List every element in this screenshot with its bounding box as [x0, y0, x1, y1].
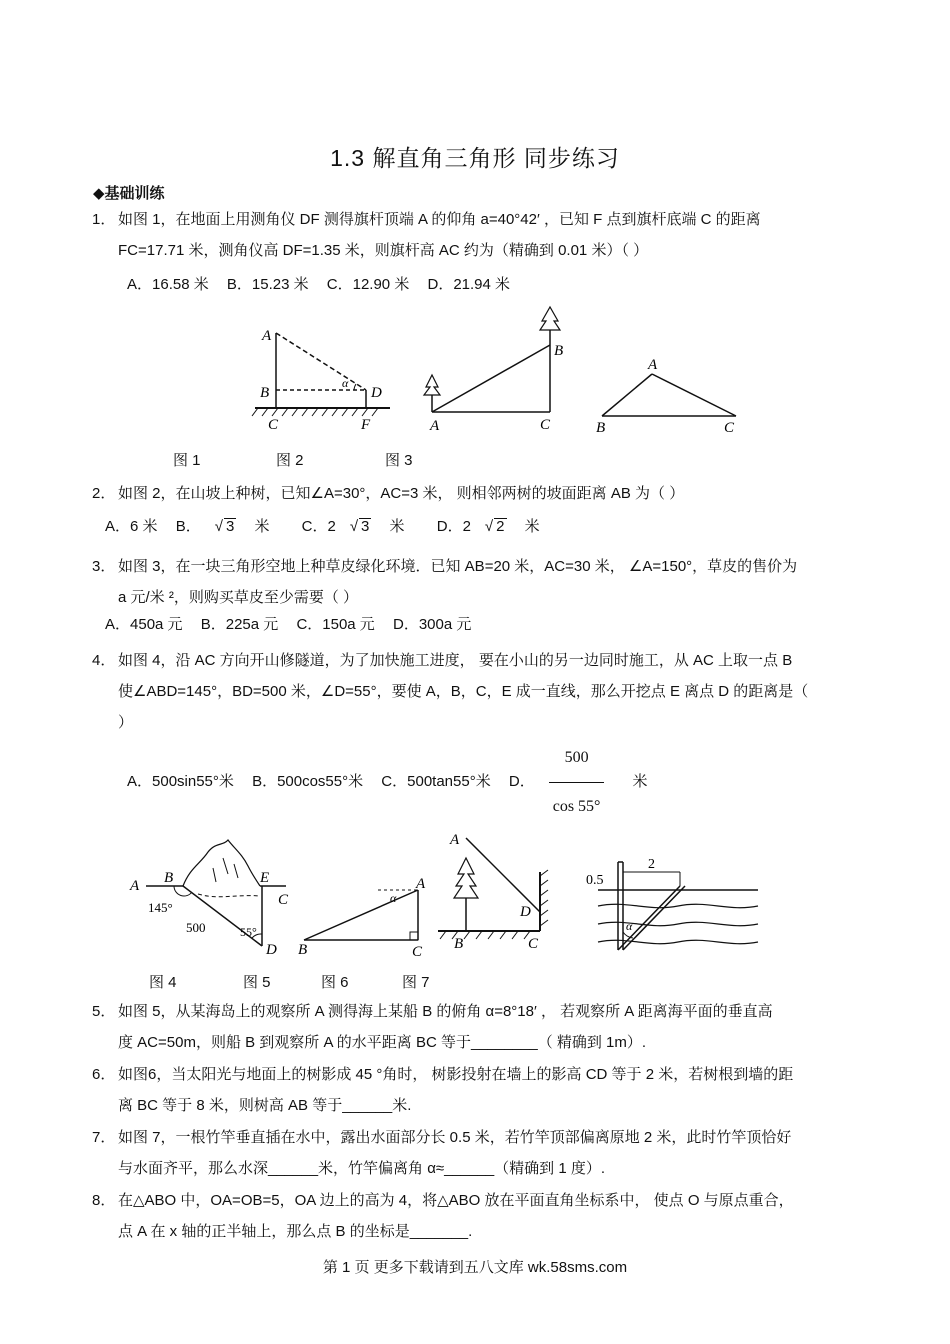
option-b: B． √ 3 米: [175, 518, 270, 535]
question-text-line: 如图 5，从某海岛上的观察所 A 测得海上某船 B 的俯角 α=8°18′ ， 若观察所 A 距离海平面的垂直高: [118, 1003, 773, 1020]
question-text-line: a 元/米 ²，则购买草皮至少需要（ ）: [118, 589, 359, 606]
figure-2: [424, 307, 560, 412]
figure-1: [252, 333, 390, 416]
question-7: [92, 1122, 862, 1184]
option-c: C．150a 元: [296, 616, 375, 633]
option-d-unit: 米: [520, 518, 540, 535]
fig7-label-2: 2: [648, 857, 655, 872]
fig5-label-alpha: α: [390, 891, 397, 905]
option-a: A．6 米: [105, 518, 158, 535]
page-title: 1.3 解直角三角形 同步练习: [330, 145, 620, 171]
fig7-label-alpha: α: [626, 919, 633, 933]
option-b: B．15.23 米: [226, 276, 309, 293]
fig6-label-d: D: [520, 904, 531, 920]
question-number: 2．: [92, 485, 116, 502]
question-1-options: [127, 273, 524, 294]
fig3-label-b: B: [596, 420, 606, 436]
option-b-radicand: 3: [225, 518, 235, 535]
option-d: D．300a 元: [392, 616, 472, 633]
question-text-line: 度 AC=50m，则船 B 到观察所 A 的水平距离 BC 等于________（ 精确到 1m）.: [118, 1034, 647, 1051]
fig5-label-a: A: [416, 876, 426, 892]
question-text-line: 与水面齐平，那么水深______米，竹竿偏离角 α≈______（精确到 1 度）.: [118, 1160, 606, 1177]
fig2-label-c: C: [540, 417, 551, 433]
page-footer: 第 1 页 更多下载请到五八文库 wk.58sms.com: [322, 1259, 628, 1276]
option-a: A．450a 元: [105, 616, 183, 633]
option-c: C．500tan55°米: [381, 773, 491, 791]
question-text-line: FC=17.71 米，测角仪高 DF=1.35 米，则旗杆高 AC 约为（精确到 0.01 米）（ ）: [118, 242, 649, 259]
question-number: 8．: [92, 1192, 116, 1209]
caption-fig1: 图 1: [173, 452, 201, 469]
fig4-label-500: 500: [186, 920, 206, 935]
question-text-line: 如图 4，沿 AC 方向开山修隧道，为了加快施工进度， 要在小山的另一边同时施工，从 AC 上取一点 B: [118, 652, 793, 669]
question-number: 5．: [92, 1003, 116, 1020]
option-b: B．225a 元: [200, 616, 279, 633]
figures-row-1: [250, 305, 760, 440]
option-d-prefix: D．: [508, 773, 535, 791]
option-d: [508, 749, 662, 815]
option-d-radicand: 2: [496, 518, 505, 535]
question-3: [92, 551, 862, 613]
question-text-line: 离 BC 等于 8 米，则树高 AB 等于______米.: [118, 1097, 412, 1114]
caption-fig2: 图 2: [276, 452, 304, 469]
figure-7: [598, 862, 758, 950]
fig4-label-e: E: [260, 870, 270, 886]
fig1-label-alpha: α: [342, 376, 349, 390]
fraction-denominator: cos 55°: [552, 798, 601, 815]
question-text-line: 点 A 在 x 轴的正半轴上，那么点 B 的坐标是_______.: [118, 1223, 473, 1240]
option-d-prefix: D．2: [436, 518, 471, 535]
question-number: 1．: [92, 211, 116, 228]
fig2-label-b: B: [554, 343, 564, 359]
question-text-line: 如图 3，在一块三角形空地上种草皮绿化环境．已知 AB=20 米，AC=30 米， ∠A=150°，草皮的售价为: [118, 558, 798, 575]
option-a: A．500sin55°米: [127, 773, 234, 791]
option-a: A．16.58 米: [127, 276, 209, 293]
caption-fig4: 图 4: [149, 974, 177, 991]
fig4-label-d: D: [266, 942, 277, 958]
question-number: 7．: [92, 1129, 116, 1146]
fig2-label-a: A: [430, 418, 440, 434]
question-6: [92, 1059, 862, 1121]
fig4-label-a: A: [130, 878, 140, 894]
option-c-radicand: 3: [361, 518, 370, 535]
caption-fig6: 图 6: [321, 974, 349, 991]
question-text-line: 使∠ABD=145°，BD=500 米，∠D=55°，要使 A，B，C，E 成一直线，那么开挖点 E 离点 D 的距离是（: [118, 683, 809, 700]
fig5-label-c: C: [412, 944, 423, 960]
question-text-line: 如图 2，在山坡上种树，已知∠A=30°，AC=3 米， 则相邻两树的坡面距离 AB 为（ ）: [118, 485, 685, 502]
figure-5: [304, 890, 418, 940]
question-number: 6．: [92, 1066, 116, 1083]
figures-row-2: [128, 828, 768, 963]
fig4-label-55: 55°: [240, 925, 257, 939]
option-c: C．2 √ 3 米: [301, 518, 405, 535]
fig3-label-a: A: [648, 357, 658, 373]
fig4-label-c: C: [278, 892, 289, 908]
fig4-label-b: B: [164, 870, 174, 886]
section-heading: ◆基础训练: [93, 185, 165, 202]
question-2: [92, 478, 862, 509]
question-8: [92, 1185, 862, 1247]
option-b-prefix: B．: [175, 518, 201, 535]
fig1-label-c: C: [268, 417, 279, 433]
caption-fig7: 图 7: [402, 974, 430, 991]
question-text-line: 如图 1，在地面上用测角仪 DF 测得旗杆顶端 A 的仰角 a=40°42′ ，已知 F 点到旗杆底端 C 的距离: [118, 211, 761, 228]
fig7-label-0.5: 0.5: [586, 873, 604, 888]
option-c: C．12.90 米: [326, 276, 410, 293]
question-text-line: 如图 7，一根竹竿垂直插在水中，露出水面部分长 0.5 米，若竹竿顶部偏离原地 2 米，此时竹竿顶恰好: [118, 1129, 792, 1146]
question-4: [92, 645, 862, 738]
fig5-label-b: B: [298, 942, 308, 958]
option-b: B．500cos55°米: [252, 773, 364, 791]
option-c-prefix: C．2: [301, 518, 336, 535]
question-number: 3．: [92, 558, 116, 575]
option-d: D．21.94 米: [427, 276, 511, 293]
question-text-line: ）: [118, 714, 134, 731]
option-d: D．2 √ 2 米: [436, 518, 540, 535]
figure-6: [438, 838, 548, 939]
question-text-line: 如图6，当太阳光与地面上的树影成 45 °角时， 树影投射在墙上的影高 CD 等于 2 米，若树根到墙的距: [118, 1066, 794, 1083]
question-5: [92, 996, 862, 1058]
fig1-label-d: D: [371, 385, 382, 401]
fig6-label-a: A: [450, 832, 460, 848]
fig6-label-c: C: [528, 936, 539, 952]
fig1-label-a: A: [262, 328, 272, 344]
question-3-options: [105, 613, 485, 634]
option-c-unit: 米: [385, 518, 405, 535]
question-number: 4．: [92, 652, 116, 669]
fig3-label-c: C: [724, 420, 735, 436]
option-b-unit: 米: [250, 518, 270, 535]
caption-fig5: 图 5: [243, 974, 271, 991]
option-d-fraction: [549, 734, 619, 831]
question-1: [92, 204, 862, 266]
option-d-unit: 米: [632, 773, 648, 791]
figure-3: [602, 374, 736, 416]
fig6-label-b: B: [454, 936, 464, 952]
fig1-label-f: F: [361, 417, 371, 433]
question-4-options: [127, 734, 675, 831]
caption-fig3: 图 3: [385, 452, 413, 469]
question-2-options: [105, 515, 568, 536]
figure-4: [146, 840, 286, 946]
fig4-label-145: 145°: [148, 900, 173, 915]
fig1-label-b: B: [260, 385, 270, 401]
fraction-numerator: 500: [549, 734, 605, 783]
question-text-line: 在△ABO 中，OA=OB=5，OA 边上的高为 4，将△ABO 放在平面直角坐标系中， 使点 O 与原点重合，: [118, 1192, 794, 1209]
